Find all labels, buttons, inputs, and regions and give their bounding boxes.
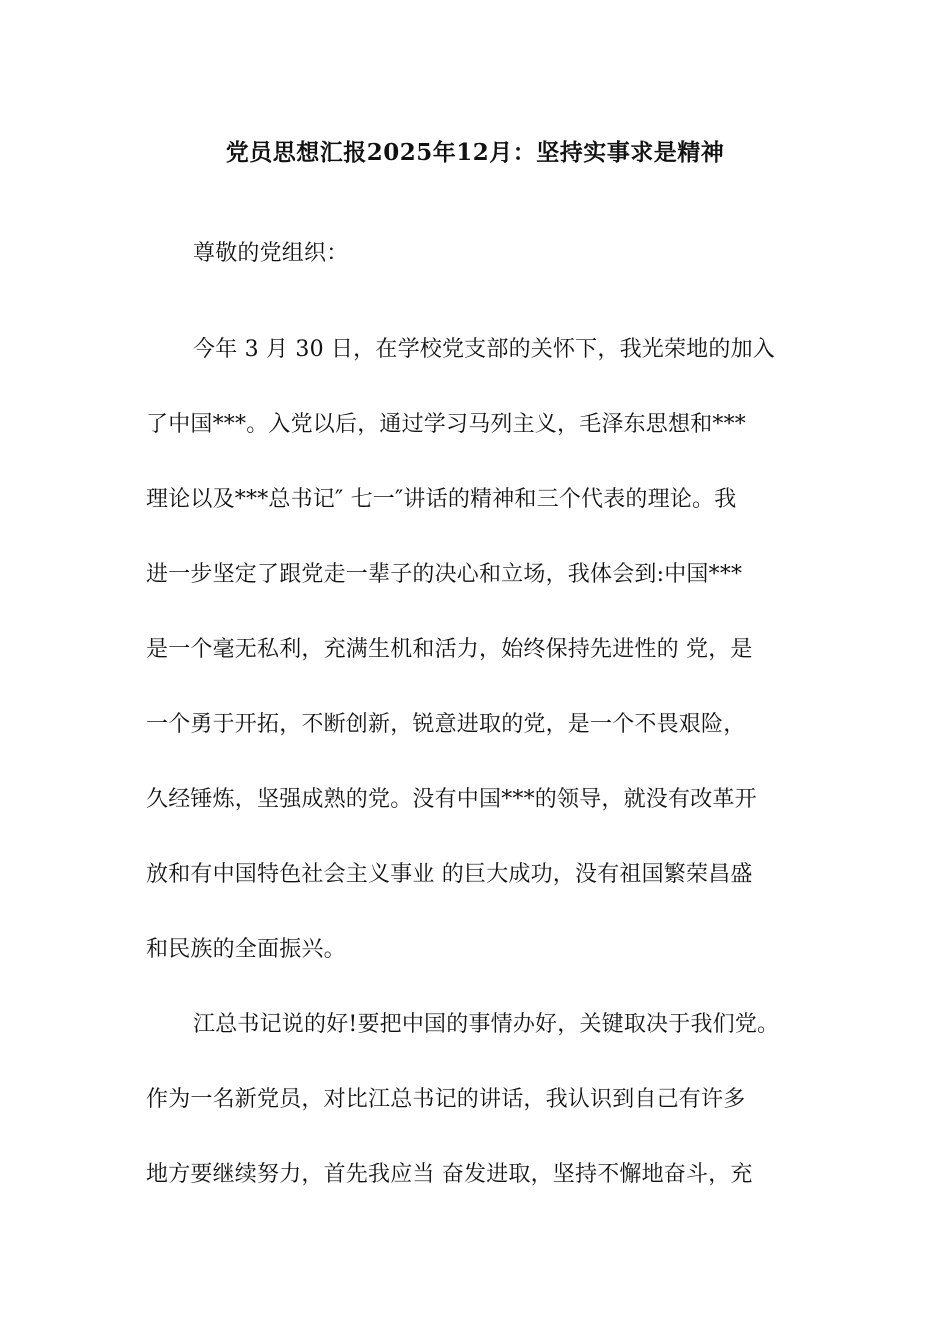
paragraph-line: 进一步坚定了跟党走一辈子的决心和立场，我体会到:中国***	[146, 562, 743, 587]
paragraph-line: 地方要继续努力，首先我应当 奋发进取，坚持不懈地奋斗，充	[146, 1162, 753, 1187]
paragraph-line: 放和有中国特色社会主义事业 的巨大成功，没有祖国繁荣昌盛	[146, 862, 753, 887]
document-title: 党员思想汇报2025年12月：坚持实事求是精神	[225, 139, 725, 166]
paragraph-line: 和民族的全面振兴。	[146, 937, 346, 962]
paragraph-line: 一个勇于开拓，不断创新，锐意进取的党，是一个不畏艰险，	[146, 712, 746, 737]
paragraph-line: 作为一名新党员，对比江总书记的讲话，我认识到自己有许多	[146, 1087, 746, 1112]
paragraph-line: 江总书记说的好!要把中国的事情办好，关键取决于我们党。	[193, 1012, 780, 1037]
paragraph-line: 是一个毫无私利，充满生机和活力，始终保持先进性的 党，是	[146, 637, 753, 662]
paragraph-line: 理论以及***总书记″ 七一″讲话的精神和三个代表的理论。我	[146, 487, 737, 512]
paragraph-line: 今年 3 月 30 日，在学校党支部的关怀下，我光荣地的加入	[193, 337, 775, 362]
paragraph-line: 了中国***。入党以后，通过学习马列主义，毛泽东思想和***	[146, 412, 747, 437]
paragraph-line: 久经锤炼，坚强成熟的党。没有中国***的领导，就没有改革开	[146, 787, 757, 812]
salutation: 尊敬的党组织：	[193, 241, 349, 266]
